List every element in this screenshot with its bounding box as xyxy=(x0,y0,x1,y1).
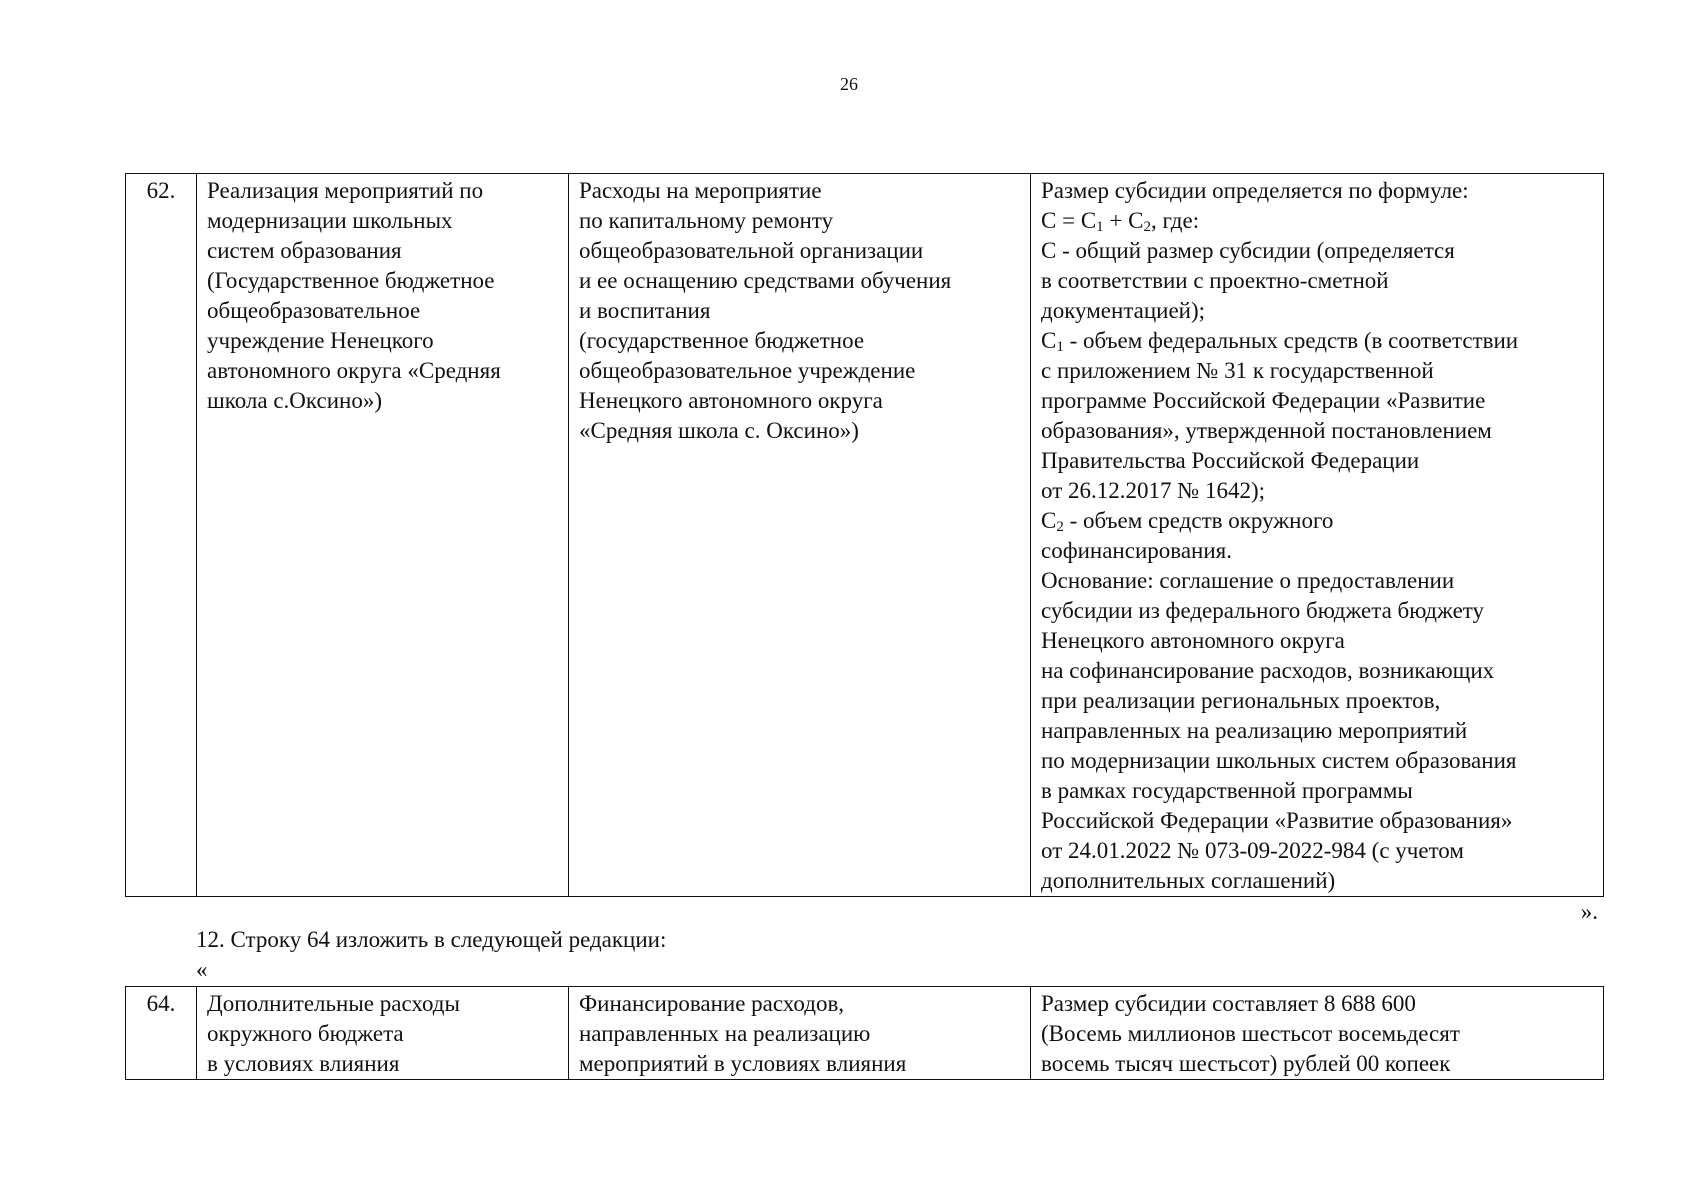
expense-description-line: Расходы на мероприятие xyxy=(579,178,822,203)
basis-line: на софинансирование расходов, возникающих xyxy=(1041,658,1495,683)
expense-description-line: и ее оснащению средствами обучения xyxy=(579,268,952,293)
expense-description-line: общеобразовательное учреждение xyxy=(579,358,916,383)
c1-definition-line: Правительства Российской Федерации xyxy=(1041,448,1420,473)
closing-quote: ». xyxy=(1580,899,1598,924)
c1-definition-line: с приложением № 31 к государственной xyxy=(1041,358,1434,383)
measure-name-line: (Государственное бюджетное xyxy=(207,268,495,293)
expense-description-cell xyxy=(569,174,1031,897)
page-number: 26 xyxy=(840,74,858,94)
measure-name-cell xyxy=(197,987,569,1080)
subsidy-size-line: (Восемь миллионов шестьсот восемьдесят xyxy=(1041,1021,1460,1046)
formula-definition-line: С - общий размер субсидии (определяется xyxy=(1041,238,1455,263)
expense-description-line: общеобразовательной организации xyxy=(579,238,924,263)
basis-line: при реализации региональных проектов, xyxy=(1041,688,1441,713)
table-row-64 xyxy=(125,986,1604,1080)
formula-definition-line: в соответствии с проектно-сметной xyxy=(1041,268,1389,293)
basis-line: субсидии из федерального бюджета бюджету xyxy=(1041,598,1485,623)
c2-definition-line: софинансирования. xyxy=(1041,538,1232,563)
expense-description-line: (государственное бюджетное xyxy=(579,328,865,353)
c1-definition-line: от 26.12.2017 № 1642); xyxy=(1041,478,1265,503)
expense-description-line: и воспитания xyxy=(579,298,711,323)
basis-line: направленных на реализацию мероприятий xyxy=(1041,718,1468,743)
basis-line: дополнительных соглашений) xyxy=(1041,868,1336,893)
subsidy-size-line: восемь тысяч шестьсот) рублей 00 копеек xyxy=(1041,1051,1451,1076)
basis-line: от 24.01.2022 № 073-09-2022-984 (с учетом xyxy=(1041,838,1464,863)
measure-name-line: окружного бюджета xyxy=(207,1021,404,1046)
expense-description-line: Ненецкого автономного округа xyxy=(579,388,883,413)
basis-line: в рамках государственной программы xyxy=(1041,778,1413,803)
measure-name-line: модернизации школьных xyxy=(207,208,453,233)
measure-name-line: учреждение Ненецкого xyxy=(207,328,434,353)
expense-description-line: мероприятий в условиях влияния xyxy=(579,1051,907,1076)
expense-description-cell xyxy=(569,987,1031,1080)
subsidy-size-cell xyxy=(1031,174,1604,897)
measure-name-line: систем образования xyxy=(207,238,402,263)
expense-description-line: по капитальному ремонту xyxy=(579,208,834,233)
c1-definition-line: образования», утвержденной постановлением xyxy=(1041,418,1492,443)
basis-line: Российской Федерации «Развитие образования» xyxy=(1041,808,1513,833)
subsidy-size-line: Размер субсидии составляет 8 688 600 xyxy=(1041,991,1416,1016)
measure-name-line: автономного округа «Средняя xyxy=(207,358,501,383)
formula-definition-line: документацией); xyxy=(1041,298,1206,323)
row-number: 62. xyxy=(126,174,197,897)
c1-definition: $С_1$ - объем федеральных средств (в соответствии xyxy=(1041,328,1519,355)
measure-name-line: Дополнительные расходы xyxy=(207,991,460,1016)
subsidy-formula: $С = С_1 + С_2$, где: xyxy=(1041,208,1200,235)
measure-name-line: общеобразовательное xyxy=(207,298,421,323)
amendment-instruction: 12. Строку 64 изложить в следующей редакции: xyxy=(196,927,667,952)
expense-description-line: «Средняя школа с. Оксино») xyxy=(579,418,859,443)
subsidy-size-cell xyxy=(1031,987,1604,1080)
expense-description-line: Финансирование расходов, xyxy=(579,991,845,1016)
c2-definition: $С_2$ - объем средств окружного xyxy=(1041,508,1334,535)
expense-description-line: направленных на реализацию xyxy=(579,1021,871,1046)
basis-line: по модернизации школьных систем образования xyxy=(1041,748,1517,773)
measure-name-line: школа с.Оксино») xyxy=(207,388,383,413)
subsidy-intro-line: Размер субсидии определяется по формуле: xyxy=(1041,178,1469,203)
measure-name-line: Реализация мероприятий по xyxy=(207,178,484,203)
measure-name-cell xyxy=(197,174,569,897)
c1-definition-line: программе Российской Федерации «Развитие xyxy=(1041,388,1486,413)
table-row-62 xyxy=(125,173,1604,897)
basis-line: Основание: соглашение о предоставлении xyxy=(1041,568,1455,593)
row-number: 64. xyxy=(126,987,197,1080)
measure-name-line: в условиях влияния xyxy=(207,1051,400,1076)
basis-line: Ненецкого автономного округа xyxy=(1041,628,1345,653)
opening-quote: « xyxy=(196,957,208,982)
